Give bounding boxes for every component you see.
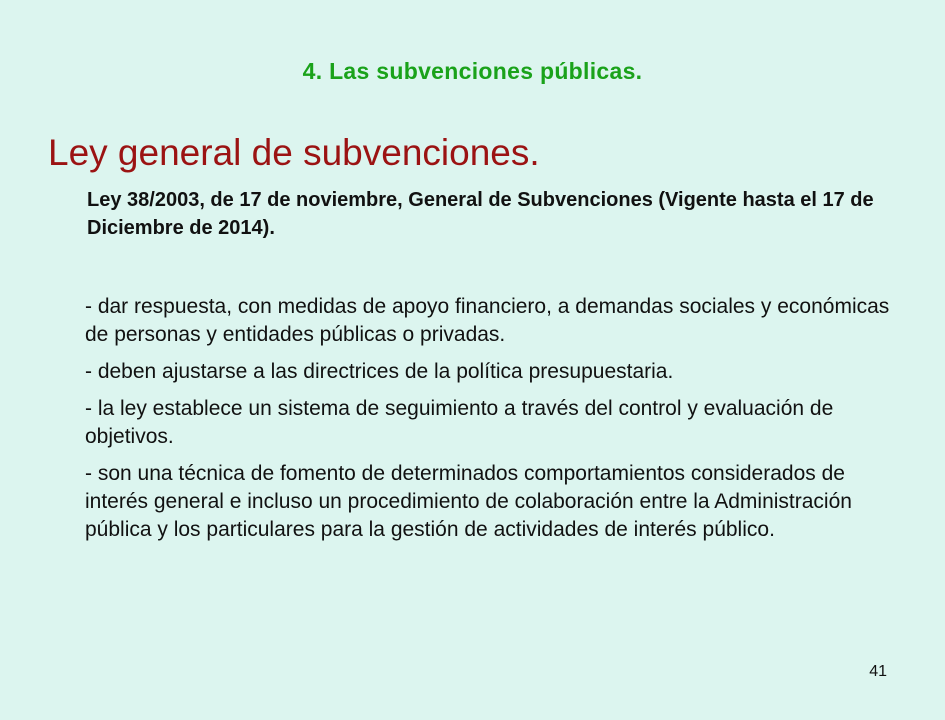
bullet-item: - son una técnica de fomento de determinados comportamientos considerados de interés general e incluso un procedimiento de colaboración entre la Administración pública y los particulares para la gestión de actividades de interés público.	[85, 462, 852, 541]
bullet-item: - la ley establece un sistema de seguimiento a través del control y evaluación de objetivos.	[85, 397, 834, 448]
main-heading: Ley general de subvenciones.	[48, 132, 540, 173]
bullet-item: - dar respuesta, con medidas de apoyo financiero, a demandas sociales y económicas de personas y entidades públicas o privadas.	[85, 295, 890, 346]
law-reference: Ley 38/2003, de 17 de noviembre, General de Subvenciones (Vigente hasta el 17 de Diciembre de 2014).	[87, 189, 874, 239]
page-number: 41	[869, 663, 887, 680]
bullet-item: - deben ajustarse a las directrices de la política presupuestaria.	[85, 360, 674, 383]
section-title: 4. Las subvenciones públicas.	[302, 58, 643, 84]
bullet-list	[85, 293, 895, 553]
